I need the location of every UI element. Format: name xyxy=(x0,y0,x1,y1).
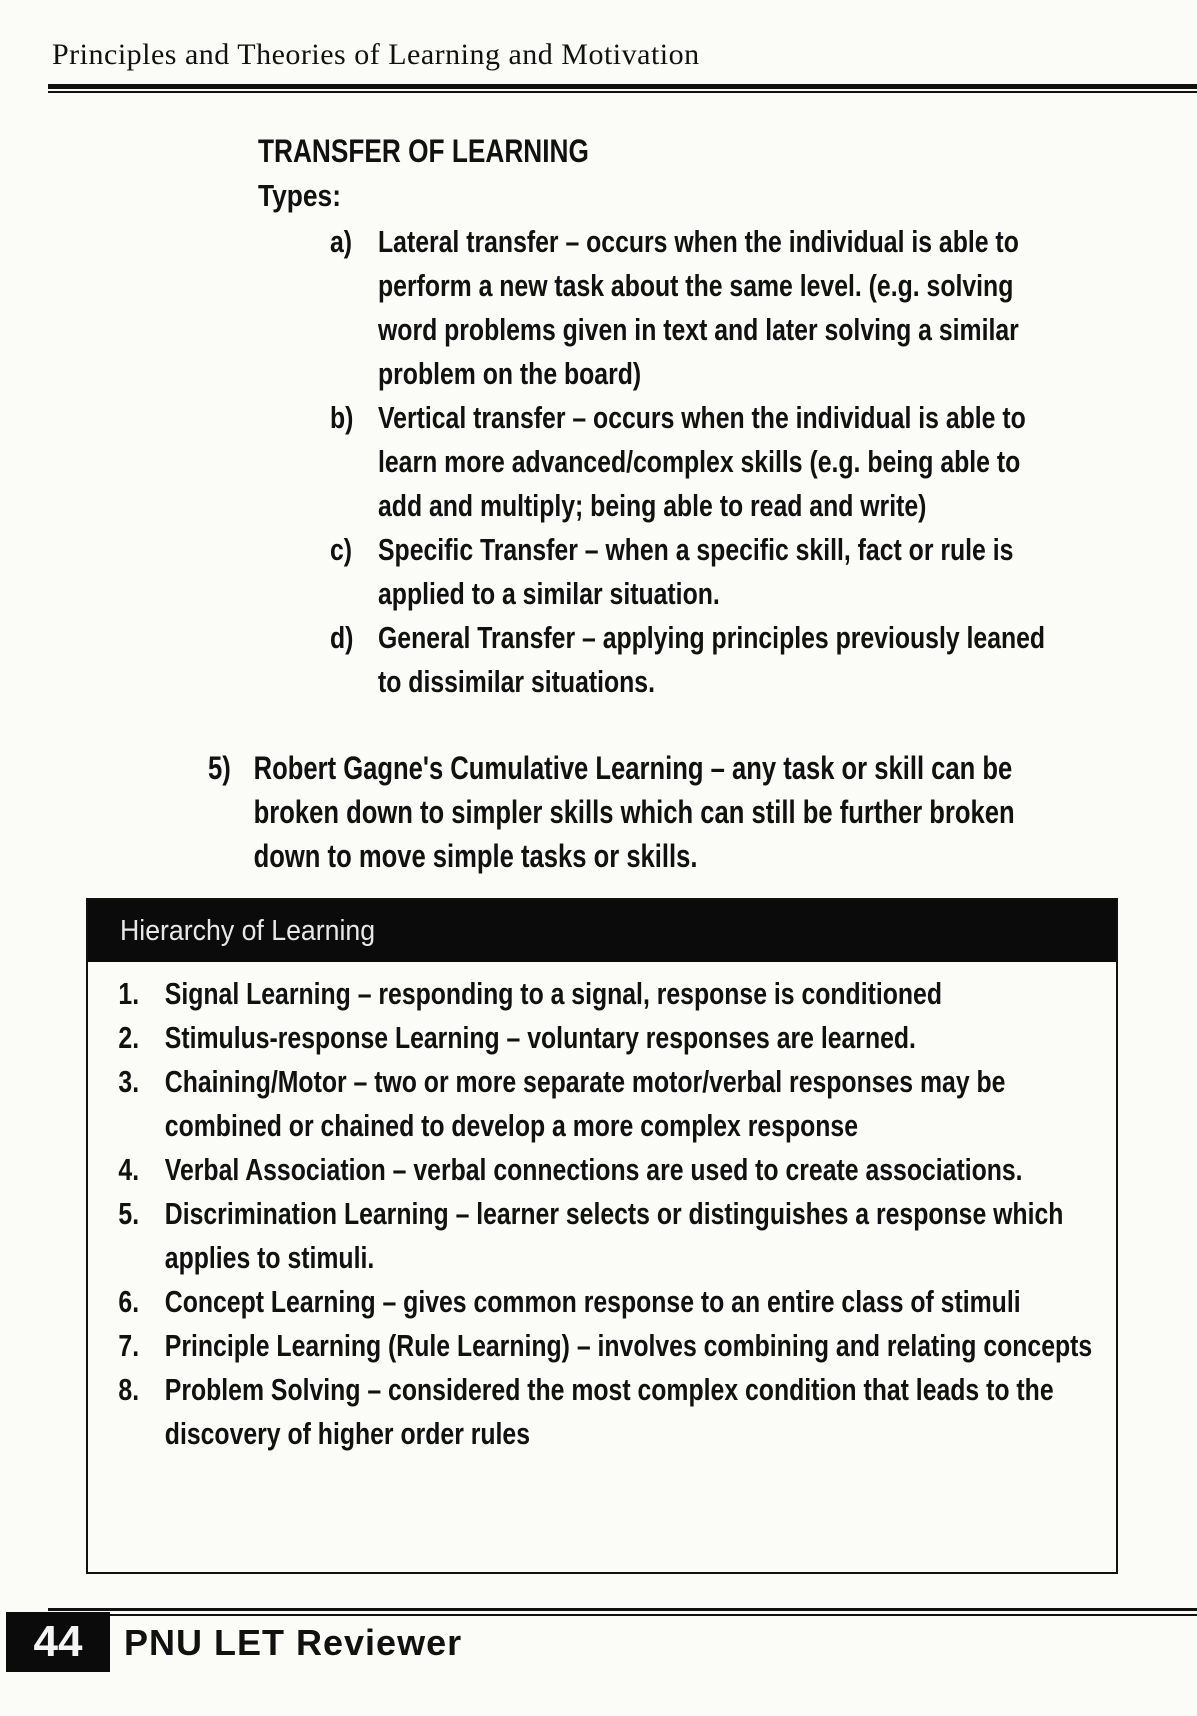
section-title: TRANSFER OF LEARNING xyxy=(258,133,589,169)
transfer-type-item xyxy=(330,616,1050,704)
item-marker: c) xyxy=(330,532,353,567)
item-term: Concept Learning xyxy=(164,1284,376,1319)
item-marker: b) xyxy=(330,400,354,435)
item-number: 8. xyxy=(118,1372,140,1407)
book-title: PNU LET Reviewer xyxy=(124,1622,463,1663)
item-marker: a) xyxy=(330,224,353,259)
list-item xyxy=(118,1192,1094,1280)
item-number: 4. xyxy=(118,1152,140,1187)
item-term: Verbal Association xyxy=(164,1152,386,1187)
header-rule xyxy=(48,84,1197,89)
item-number: 5. xyxy=(118,1196,140,1231)
item-term: Chaining/Motor xyxy=(164,1064,347,1099)
item-desc: – learner selects or distinguishes a response which applies to stimuli. xyxy=(164,1196,1064,1275)
item-text: General Transfer – applying principles previously leaned to dissimilar situations. xyxy=(378,620,1046,699)
list-item xyxy=(118,1324,1094,1368)
page-number: 44 xyxy=(6,1612,110,1672)
item-number: 6. xyxy=(118,1284,140,1319)
item-desc: – involves combining and relating concepts xyxy=(569,1328,1093,1363)
item-marker: 5) xyxy=(208,750,231,786)
item-number: 7. xyxy=(118,1328,140,1363)
item-desc: – verbal connections are used to create associations. xyxy=(385,1152,1023,1187)
item-marker: d) xyxy=(330,620,354,655)
footer-rule xyxy=(48,1608,1197,1611)
item-desc: – two or more separate motor/verbal responses may be combined or chained to develop a more complex response xyxy=(164,1064,1006,1143)
list-item xyxy=(118,1280,1094,1324)
item-text: Robert Gagne's Cumulative Learning – any task or skill can be broken down to simpler skills which can still be further broken down to move simple tasks or skills. xyxy=(253,750,1015,874)
item-term: Principle Learning (Rule Learning) xyxy=(164,1328,570,1363)
item-term: Problem Solving xyxy=(164,1372,361,1407)
footer-rule-thin xyxy=(48,1614,1197,1616)
list-item xyxy=(118,1016,1094,1060)
item-desc: – considered the most complex condition that leads to the discovery of higher order rules xyxy=(164,1372,1054,1451)
list-item xyxy=(118,1060,1094,1148)
list-item xyxy=(118,1368,1094,1456)
item-text: Vertical transfer – occurs when the individual is able to learn more advanced/complex skills (e.g. being able to add and multiply; being able to read and write) xyxy=(378,400,1026,523)
item-number: 2. xyxy=(118,1020,140,1055)
item-term: Signal Learning xyxy=(164,976,351,1011)
item-number: 3. xyxy=(118,1064,140,1099)
running-head-title: Principles and Theories of Learning and Motivation xyxy=(52,38,700,71)
item-text: Lateral transfer – occurs when the individual is able to perform a new task about the same level. (e.g. solving word problems given in text and later solving a similar problem on the board) xyxy=(378,224,1019,391)
item-number: 1. xyxy=(118,976,140,1011)
transfer-types-list xyxy=(330,220,1197,704)
transfer-type-item xyxy=(330,396,1050,528)
header-rule-thin xyxy=(48,91,1197,93)
item-term: Discrimination Learning xyxy=(164,1196,449,1231)
item-term: Stimulus-response Learning xyxy=(164,1020,500,1055)
transfer-type-item xyxy=(330,220,1050,396)
hierarchy-list xyxy=(88,962,1094,1456)
item-desc: – voluntary responses are learned. xyxy=(499,1020,916,1055)
item-desc: – gives common response to an entire class of stimuli xyxy=(375,1284,1021,1319)
hierarchy-box-header xyxy=(88,900,1116,962)
transfer-type-item xyxy=(330,528,1050,616)
hierarchy-box xyxy=(86,898,1118,1574)
list-item xyxy=(118,972,1094,1016)
hierarchy-title: Hierarchy of Learning xyxy=(120,914,376,947)
gagne-item xyxy=(208,746,1088,878)
item-text: Specific Transfer – when a specific skill, fact or rule is applied to a similar situation. xyxy=(378,532,1014,611)
types-label: Types: xyxy=(258,178,341,213)
item-desc: – responding to a signal, response is conditioned xyxy=(350,976,942,1011)
list-item xyxy=(118,1148,1094,1192)
